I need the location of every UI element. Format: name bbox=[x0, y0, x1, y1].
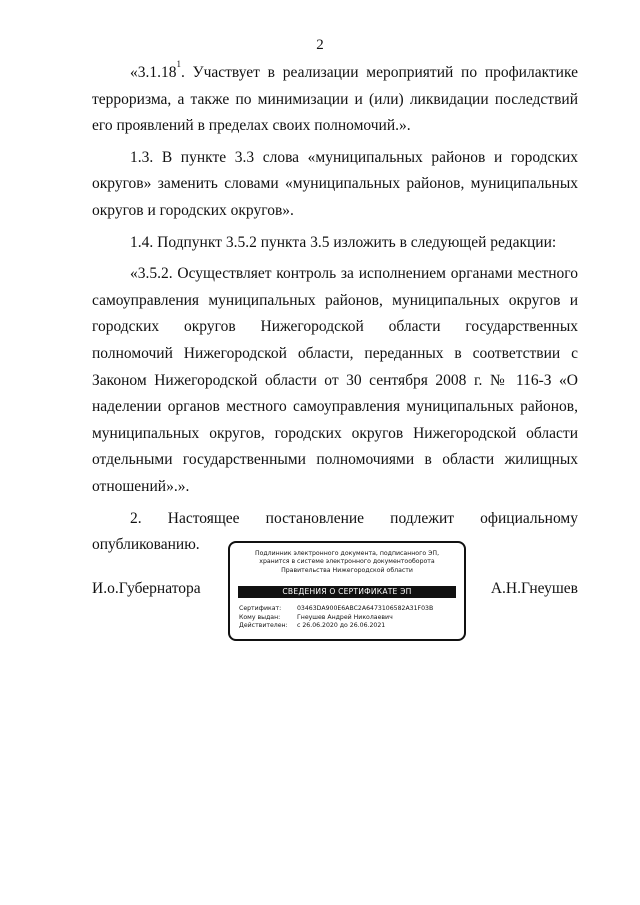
owner-row bbox=[239, 614, 433, 623]
certificate-label: Сертификат: bbox=[239, 605, 282, 612]
page-number: 2 bbox=[316, 37, 324, 53]
owner-value: Гнеушев Андрей Николаевич bbox=[297, 613, 393, 621]
paragraph-3-5-2: «3.5.2. Осуществляет контроль за исполнением органами местного самоуправления муниципальных районов, муниципальных округов и городских округов Нижегородской области государственных полномочий Нижегородской области, переданных в соответствии с Законом Нижегородской области от 30 сентября 2008 г. № 116-З «О наделении органов местного самоуправления муниципальных районов, муниципальных округов, городских округов Нижегородской области отдельными государственными полномочиями в области жилищных отношений».». bbox=[92, 265, 578, 495]
certificate-row bbox=[239, 605, 433, 614]
signatory-position: И.о.Губернатора bbox=[92, 580, 201, 597]
validity-label: Действителен: bbox=[239, 622, 288, 630]
document-body bbox=[92, 60, 578, 564]
stamp-header bbox=[230, 550, 464, 575]
certificate-value: 03463DA900E6ABC2A6473106582A31F03B bbox=[297, 605, 434, 612]
validity-row bbox=[239, 622, 433, 631]
stamp-header-line: Правительства Нижегородской области bbox=[281, 566, 413, 574]
paragraph-text: «3.1.18 bbox=[130, 64, 177, 81]
paragraph-1-4: 1.4. Подпункт 3.5.2 пункта 3.5 изложить в следующей редакции: bbox=[130, 233, 557, 251]
stamp-header-line: Подлинник электронного документа, подписанного ЭП, bbox=[254, 550, 440, 557]
paragraph-2: 2. Настоящее постановление подлежит официальному опубликованию. bbox=[92, 509, 578, 554]
stamp-title: СВЕДЕНИЯ О СЕРТИФИКАТЕ ЭП bbox=[238, 586, 456, 598]
paragraph-1-3: 1.3. В пункте 3.3 слова «муниципальных районов и городских округов» заменить словами «муниципальных районов, муниципальных округов и городских округов». bbox=[92, 148, 578, 219]
paragraph-text: . Участвует в реализации мероприятий по профилактике терроризма, а также по минимизации и (или) ликвидации последствий его проявлений в пределах своих полномочий.». bbox=[92, 64, 578, 135]
owner-label: Кому выдан: bbox=[239, 613, 281, 621]
stamp-header-line: хранится в системе электронного документооборота bbox=[259, 558, 435, 566]
electronic-signature-stamp bbox=[228, 541, 466, 641]
paragraph-3-1-18 bbox=[92, 60, 578, 140]
validity-value: с 26.06.2020 до 26.06.2021 bbox=[297, 622, 386, 630]
certificate-info bbox=[239, 605, 433, 631]
superscript: 1 bbox=[176, 59, 181, 69]
signatory-name: А.Н.Гнеушев bbox=[490, 580, 578, 597]
